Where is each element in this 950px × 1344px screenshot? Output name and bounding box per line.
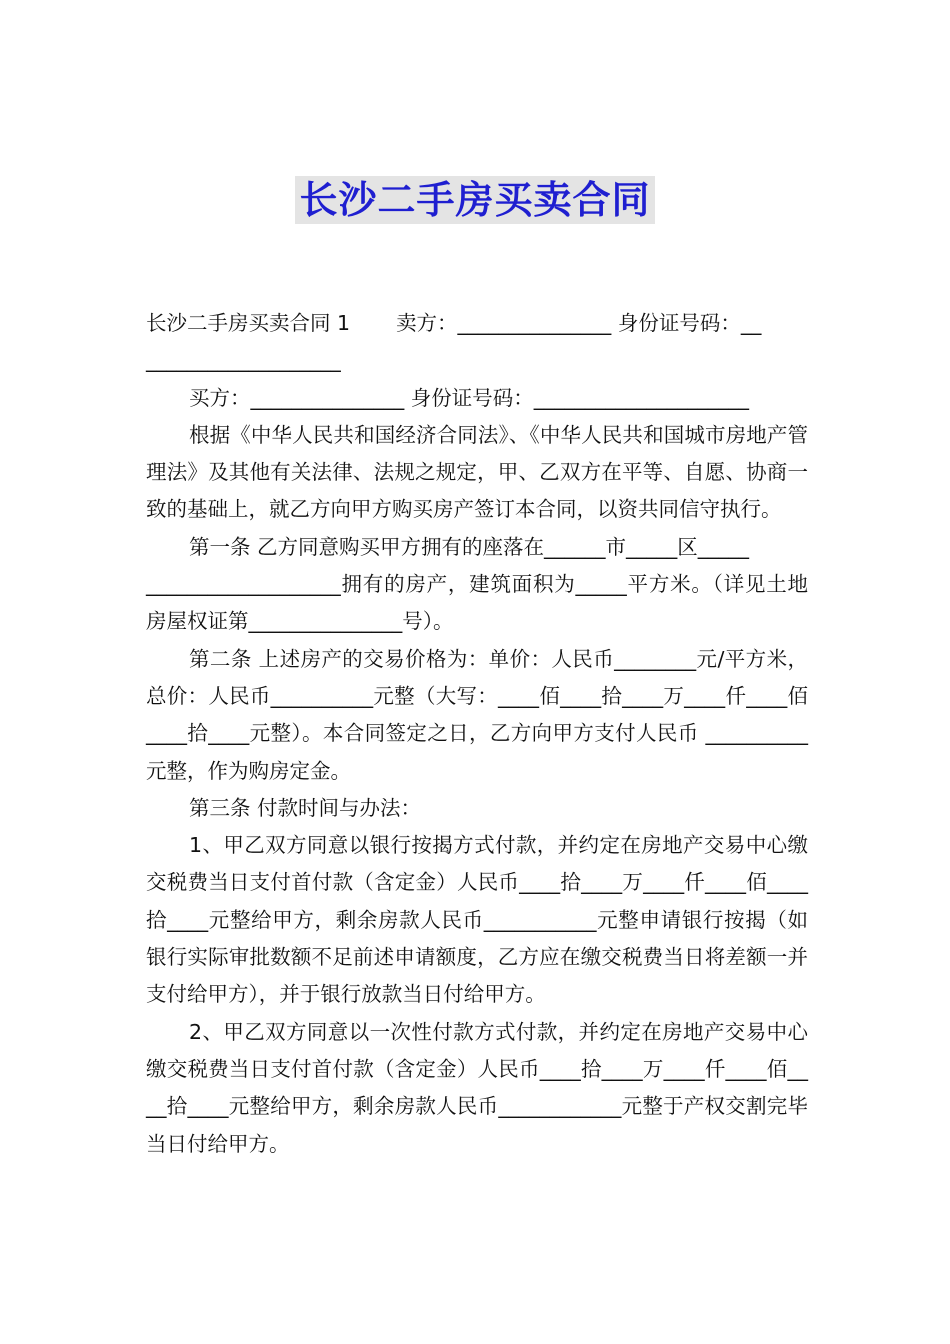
article-3-heading: 第三条 付款时间与办法： bbox=[189, 795, 422, 820]
article-3-clause-2: 2、甲乙双方同意以一次性付款方式付款，并约定在房地产交易中心缴交税费当日支付首付款（含定金）人民币____拾____万____仟____佰____拾____元整给甲方，剩余房款人民币____________元整于产权交割完毕当日付给甲方。 bbox=[146, 1019, 808, 1156]
seller-line-continued: ___________________ bbox=[146, 348, 341, 373]
title-block bbox=[0, 176, 950, 224]
seller-line: 卖方：_______________ 身份证号码：__ bbox=[396, 311, 762, 335]
article-3-clause-1: 1、甲乙双方同意以银行按揭方式付款，并约定在房地产交易中心缴交税费当日支付首付款（含定金）人民币____拾____万____仟____佰____拾____元整给甲方，剩余房款人民币___________元整申请银行按揭（如银行实际审批数额不足前述申请额度，乙方应在缴交税费当日将差额一并支付给甲方），并于银行放款当日付给甲方。 bbox=[146, 833, 808, 1007]
intro-line bbox=[146, 305, 808, 342]
article-2-paragraph: 第二条 上述房产的交易价格为：单价：人民币________元/平方米，总价：人民币__________元整（大写：____佰____拾____万____仟____佰____拾____元整）。本合同签定之日，乙方向甲方支付人民币 __________元整，作为购房定金。 bbox=[146, 646, 808, 783]
contract-body bbox=[146, 305, 808, 1163]
preamble-paragraph: 根据《中华人民共和国经济合同法》、《中华人民共和国城市房地产管理法》及其他有关法律、法规之规定，甲、乙双方在平等、自愿、协商一致的基础上，就乙方向甲方购买房产签订本合同，以资共同信守执行。 bbox=[146, 422, 808, 522]
article-1-line-1: 第一条 乙方同意购买甲方拥有的座落在______市_____区_____ bbox=[189, 534, 750, 559]
document-title: 长沙二手房买卖合同 bbox=[295, 176, 654, 224]
buyer-line: 买方：_______________ 身份证号码：_____________________ bbox=[189, 385, 750, 410]
article-1-line-2: ___________________拥有的房产，建筑面积为_____平方米。（详见土地房屋权证第_______________号）。 bbox=[146, 572, 808, 634]
intro-heading: 长沙二手房买卖合同 1 bbox=[146, 311, 351, 335]
